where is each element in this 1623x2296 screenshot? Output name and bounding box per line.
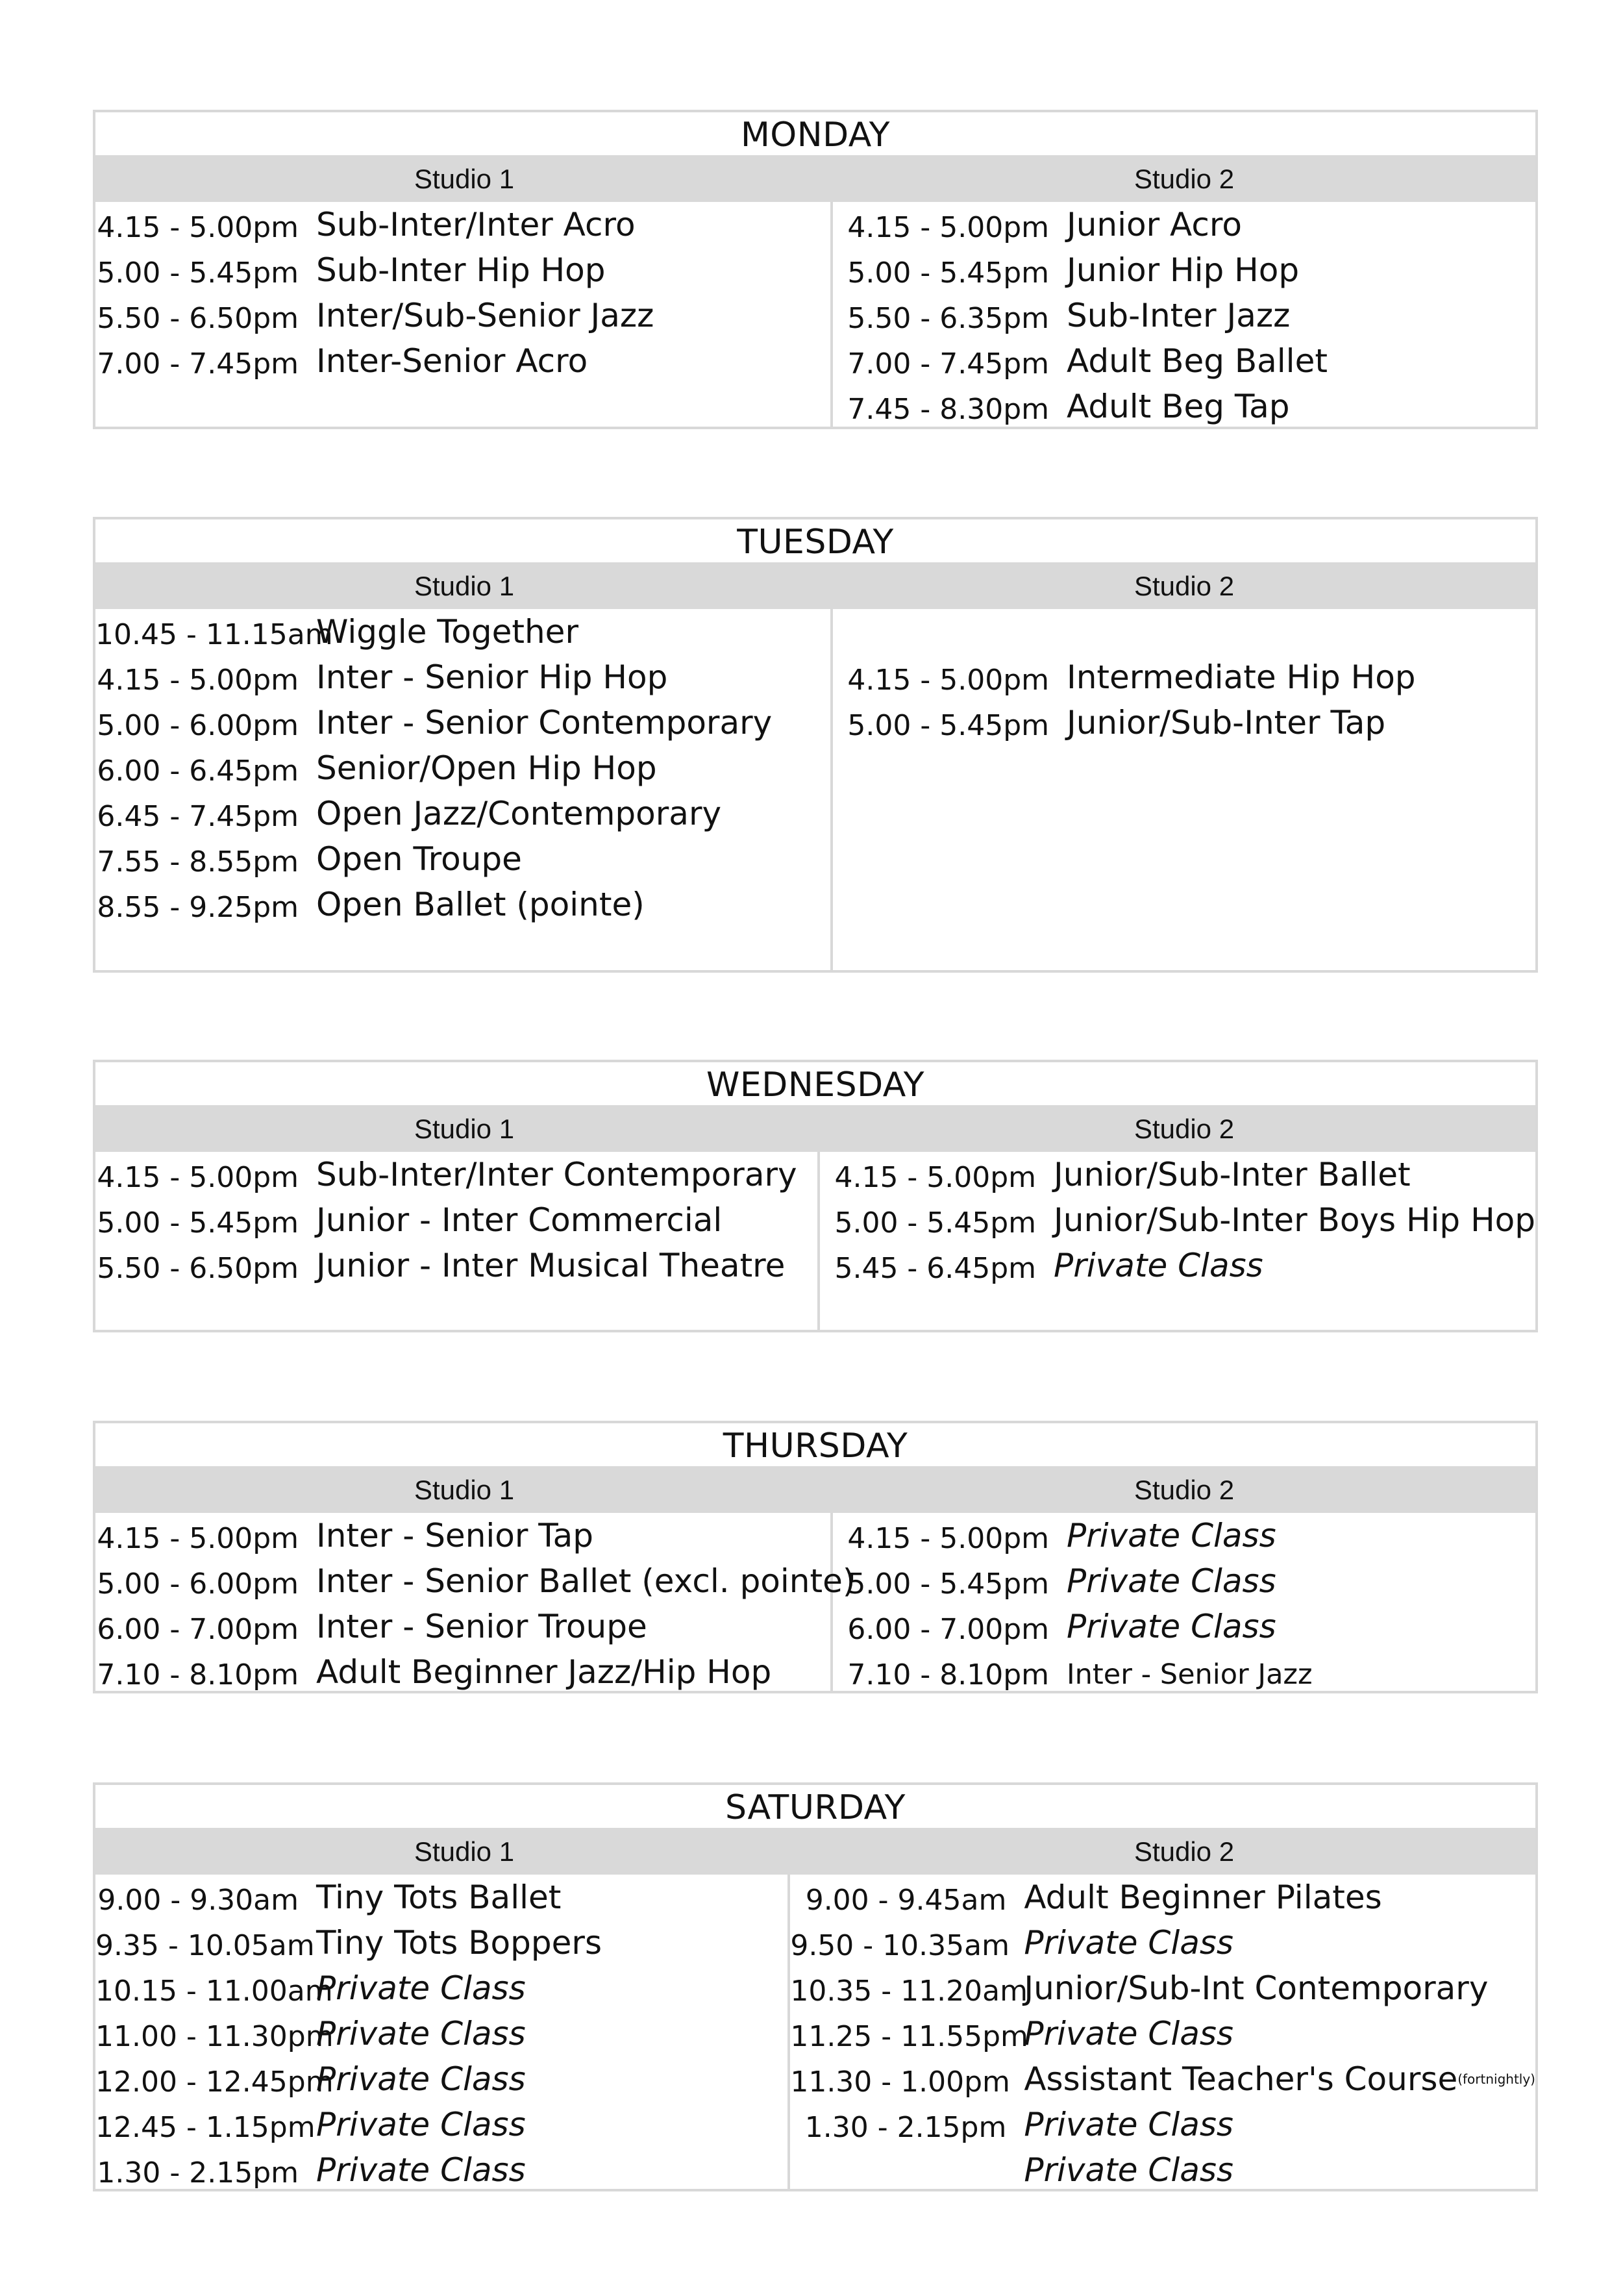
class-name: Inter - Senior Hip Hop bbox=[316, 658, 668, 696]
wednesday-table bbox=[93, 1060, 1538, 1332]
class-entry bbox=[95, 1649, 830, 1695]
class-entry bbox=[95, 609, 830, 655]
class-time: 5.00 - 6.00pm bbox=[97, 1567, 299, 1601]
class-time: 4.15 - 5.00pm bbox=[97, 210, 299, 244]
class-name: Sub-Inter Hip Hop bbox=[316, 251, 606, 289]
studio1-column bbox=[95, 1152, 820, 1330]
class-name: Open Troupe bbox=[316, 840, 522, 878]
class-entry bbox=[95, 1965, 787, 2011]
class-name: Private Class bbox=[1067, 1517, 1276, 1554]
class-time: 5.50 - 6.50pm bbox=[97, 301, 299, 335]
studio1-header: Studio 1 bbox=[414, 1114, 515, 1144]
class-entry bbox=[95, 1875, 787, 1920]
class-name: Open Jazz/Contemporary bbox=[316, 795, 722, 832]
class-name: Junior/Sub-Inter Boys Hip Hop bbox=[1054, 1201, 1535, 1239]
class-entry bbox=[833, 293, 1535, 338]
class-entry bbox=[95, 247, 830, 293]
class-time: 5.00 - 5.45pm bbox=[847, 256, 1049, 290]
class-entry bbox=[833, 700, 1535, 745]
studio-header-row bbox=[95, 1466, 1535, 1513]
class-time: 7.10 - 8.10pm bbox=[97, 1658, 299, 1691]
class-entry bbox=[833, 384, 1535, 429]
class-entry bbox=[95, 2147, 787, 2193]
class-entry bbox=[95, 2102, 787, 2147]
class-name: Private Class bbox=[1024, 1924, 1233, 1962]
studio2-header: Studio 2 bbox=[1134, 1836, 1235, 1867]
class-name: Sub-Inter/Inter Acro bbox=[316, 206, 636, 243]
class-entry bbox=[833, 655, 1535, 700]
class-name: Private Class bbox=[1024, 2015, 1233, 2053]
class-entry bbox=[820, 1152, 1535, 1197]
studio2-header: Studio 2 bbox=[1134, 1475, 1235, 1505]
class-name: Private Class bbox=[316, 2151, 526, 2189]
day-title: MONDAY bbox=[740, 116, 891, 155]
class-name: Inter/Sub-Senior Jazz bbox=[316, 297, 654, 334]
studio1-column bbox=[95, 609, 833, 970]
studio2-column bbox=[790, 1875, 1535, 2189]
class-time: 12.45 - 1.15pm bbox=[95, 2110, 316, 2144]
class-time: 4.15 - 5.00pm bbox=[847, 1521, 1049, 1555]
class-entry bbox=[833, 1513, 1535, 1558]
class-time: 11.00 - 11.30pm bbox=[95, 2019, 334, 2053]
class-entry bbox=[790, 2011, 1535, 2056]
class-time: 4.15 - 5.00pm bbox=[97, 1521, 299, 1555]
class-entry bbox=[95, 1513, 830, 1558]
studio1-header: Studio 1 bbox=[414, 164, 515, 194]
class-name: Private Class bbox=[316, 1969, 526, 2007]
studio-header-row bbox=[95, 562, 1535, 609]
studio2-header: Studio 2 bbox=[1134, 1114, 1235, 1144]
class-name: Private Class bbox=[1024, 2151, 1233, 2189]
class-time: 7.00 - 7.45pm bbox=[847, 347, 1049, 381]
class-time: 5.00 - 5.45pm bbox=[834, 1206, 1037, 1240]
class-entry bbox=[95, 745, 830, 791]
class-entry bbox=[833, 1558, 1535, 1604]
class-time: 4.15 - 5.00pm bbox=[834, 1160, 1037, 1194]
class-time: 7.45 - 8.30pm bbox=[847, 392, 1049, 426]
class-entry bbox=[95, 1243, 817, 1288]
thursday-table bbox=[93, 1421, 1538, 1693]
saturday-table bbox=[93, 1782, 1538, 2191]
class-time: 9.35 - 10.05am bbox=[95, 1928, 315, 1962]
class-entry bbox=[95, 1558, 856, 1604]
class-time: 6.00 - 6.45pm bbox=[97, 754, 299, 788]
class-name: Intermediate Hip Hop bbox=[1067, 658, 1416, 696]
class-name: Assistant Teacher's Course bbox=[1024, 2060, 1458, 2098]
class-time: 4.15 - 5.00pm bbox=[847, 663, 1049, 697]
class-time: 9.00 - 9.30am bbox=[97, 1883, 299, 1917]
class-name: Private Class bbox=[316, 2015, 526, 2053]
class-entry bbox=[95, 293, 830, 338]
day-title: TUESDAY bbox=[737, 523, 894, 562]
studio-header-row bbox=[95, 1105, 1535, 1152]
empty-slot bbox=[833, 609, 1535, 655]
studio1-column bbox=[95, 202, 833, 427]
class-name: Private Class bbox=[1054, 1247, 1263, 1284]
class-time: 5.00 - 6.00pm bbox=[97, 708, 299, 742]
class-entry bbox=[95, 2056, 787, 2102]
class-name: Sub-Inter Jazz bbox=[1067, 297, 1291, 334]
class-name: Adult Beg Ballet bbox=[1067, 342, 1328, 380]
class-entry bbox=[820, 1243, 1535, 1288]
class-entry bbox=[790, 1920, 1535, 1965]
class-name: Junior - Inter Commercial bbox=[316, 1201, 723, 1239]
class-time: 8.55 - 9.25pm bbox=[97, 890, 299, 924]
studio2-column bbox=[833, 609, 1535, 970]
class-name: Adult Beg Tap bbox=[1067, 388, 1290, 425]
class-name: Junior/Sub-Int Contemporary bbox=[1024, 1969, 1489, 2007]
class-time: 9.50 - 10.35am bbox=[790, 1928, 1010, 1962]
class-name: Adult Beginner Pilates bbox=[1024, 1878, 1382, 1916]
class-name: Private Class bbox=[316, 2106, 526, 2143]
class-entry bbox=[95, 1197, 817, 1243]
studio1-column bbox=[95, 1513, 856, 1691]
class-time: 4.15 - 5.00pm bbox=[847, 210, 1049, 244]
class-name: Senior/Open Hip Hop bbox=[316, 749, 657, 787]
class-name: Inter - Senior Ballet (excl. pointe) bbox=[316, 1562, 856, 1600]
studio2-column bbox=[833, 202, 1535, 427]
class-time: 7.55 - 8.55pm bbox=[97, 845, 299, 879]
class-entry bbox=[95, 836, 830, 882]
class-entry bbox=[95, 202, 830, 247]
studio1-header: Studio 1 bbox=[414, 1475, 515, 1505]
class-name: Private Class bbox=[1024, 2106, 1233, 2143]
studio1-header: Studio 1 bbox=[414, 571, 515, 601]
class-entry bbox=[95, 338, 830, 384]
class-time: 6.00 - 7.00pm bbox=[847, 1612, 1049, 1646]
day-title: THURSDAY bbox=[723, 1427, 908, 1466]
class-time: 5.00 - 5.45pm bbox=[847, 708, 1049, 742]
monday-table bbox=[93, 110, 1538, 429]
class-name: Adult Beginner Jazz/Hip Hop bbox=[316, 1653, 772, 1691]
class-name: Sub-Inter/Inter Contemporary bbox=[316, 1156, 797, 1193]
class-entry bbox=[790, 2102, 1535, 2147]
class-name: Inter - Senior Jazz bbox=[1067, 1658, 1313, 1691]
class-name: Open Ballet (pointe) bbox=[316, 886, 645, 923]
class-name: Private Class bbox=[316, 2060, 526, 2098]
class-time: 4.15 - 5.00pm bbox=[97, 1160, 299, 1194]
class-entry bbox=[95, 1920, 787, 1965]
class-time: 9.00 - 9.45am bbox=[805, 1883, 1007, 1917]
class-name: Inter-Senior Acro bbox=[316, 342, 588, 380]
class-name: Junior/Sub-Inter Tap bbox=[1067, 704, 1386, 742]
class-time: 1.30 - 2.15pm bbox=[804, 2110, 1007, 2144]
class-time bbox=[790, 2167, 1024, 2173]
class-entry bbox=[833, 1649, 1535, 1695]
studio1-header: Studio 1 bbox=[414, 1836, 515, 1867]
class-time: 6.00 - 7.00pm bbox=[97, 1612, 299, 1646]
class-entry bbox=[95, 700, 830, 745]
day-title: WEDNESDAY bbox=[706, 1066, 924, 1104]
class-name: Private Class bbox=[1067, 1562, 1276, 1600]
class-name: Private Class bbox=[1067, 1608, 1276, 1645]
class-name: Tiny Tots Boppers bbox=[316, 1924, 602, 1962]
studio1-column bbox=[95, 1875, 790, 2189]
class-entry bbox=[95, 882, 830, 927]
class-time: 11.25 - 11.55pm bbox=[790, 2019, 1028, 2053]
class-entry bbox=[95, 1152, 817, 1197]
class-entry bbox=[790, 2147, 1535, 2193]
class-entry bbox=[820, 1197, 1535, 1243]
class-name: Junior Hip Hop bbox=[1067, 251, 1300, 289]
studio2-column bbox=[833, 1513, 1535, 1691]
class-time: 10.15 - 11.00am bbox=[95, 1974, 333, 2008]
class-entry bbox=[95, 655, 830, 700]
class-name: Junior - Inter Musical Theatre bbox=[316, 1247, 786, 1284]
tuesday-table bbox=[93, 517, 1538, 973]
class-time: 10.35 - 11.20am bbox=[790, 1974, 1028, 2008]
class-entry bbox=[95, 791, 830, 836]
class-name: Junior/Sub-Inter Ballet bbox=[1054, 1156, 1411, 1193]
class-entry bbox=[95, 2011, 787, 2056]
class-name: Tiny Tots Ballet bbox=[316, 1878, 562, 1916]
class-time: 5.50 - 6.50pm bbox=[97, 1251, 299, 1285]
class-entry bbox=[833, 338, 1535, 384]
class-entry bbox=[833, 1604, 1535, 1649]
class-time: 7.00 - 7.45pm bbox=[97, 347, 299, 381]
class-time: 4.15 - 5.00pm bbox=[97, 663, 299, 697]
day-title: SATURDAY bbox=[725, 1788, 906, 1827]
class-entry bbox=[833, 247, 1535, 293]
class-time: 5.50 - 6.35pm bbox=[847, 301, 1049, 335]
class-entry bbox=[95, 1604, 830, 1649]
class-entry bbox=[833, 202, 1535, 247]
class-time: 1.30 - 2.15pm bbox=[97, 2156, 299, 2190]
studio2-header: Studio 2 bbox=[1134, 164, 1235, 194]
class-time: 5.45 - 6.45pm bbox=[834, 1251, 1037, 1285]
class-time: 7.10 - 8.10pm bbox=[847, 1658, 1049, 1691]
class-time: 5.00 - 5.45pm bbox=[97, 256, 299, 290]
class-time: 12.00 - 12.45pm bbox=[95, 2065, 334, 2099]
class-entry bbox=[790, 1965, 1535, 2011]
class-time: 6.45 - 7.45pm bbox=[97, 799, 299, 833]
class-time: 10.45 - 11.15am bbox=[95, 618, 333, 651]
class-name: Inter - Senior Tap bbox=[316, 1517, 593, 1554]
class-time: 11.30 - 1.00pm bbox=[790, 2065, 1010, 2099]
class-time: 5.00 - 5.45pm bbox=[847, 1567, 1049, 1601]
class-name: Inter - Senior Contemporary bbox=[316, 704, 773, 742]
class-entry bbox=[790, 2056, 1535, 2102]
class-name: Wiggle Together bbox=[316, 613, 579, 651]
class-entry bbox=[790, 1875, 1535, 1920]
class-name: Junior Acro bbox=[1067, 206, 1242, 243]
studio-header-row bbox=[95, 1828, 1535, 1875]
class-time: 5.00 - 5.45pm bbox=[97, 1206, 299, 1240]
studio2-header: Studio 2 bbox=[1134, 571, 1235, 601]
studio2-column bbox=[820, 1152, 1535, 1330]
class-note: (fortnightly) bbox=[1457, 2071, 1535, 2087]
class-name: Inter - Senior Troupe bbox=[316, 1608, 647, 1645]
studio-header-row bbox=[95, 155, 1535, 202]
